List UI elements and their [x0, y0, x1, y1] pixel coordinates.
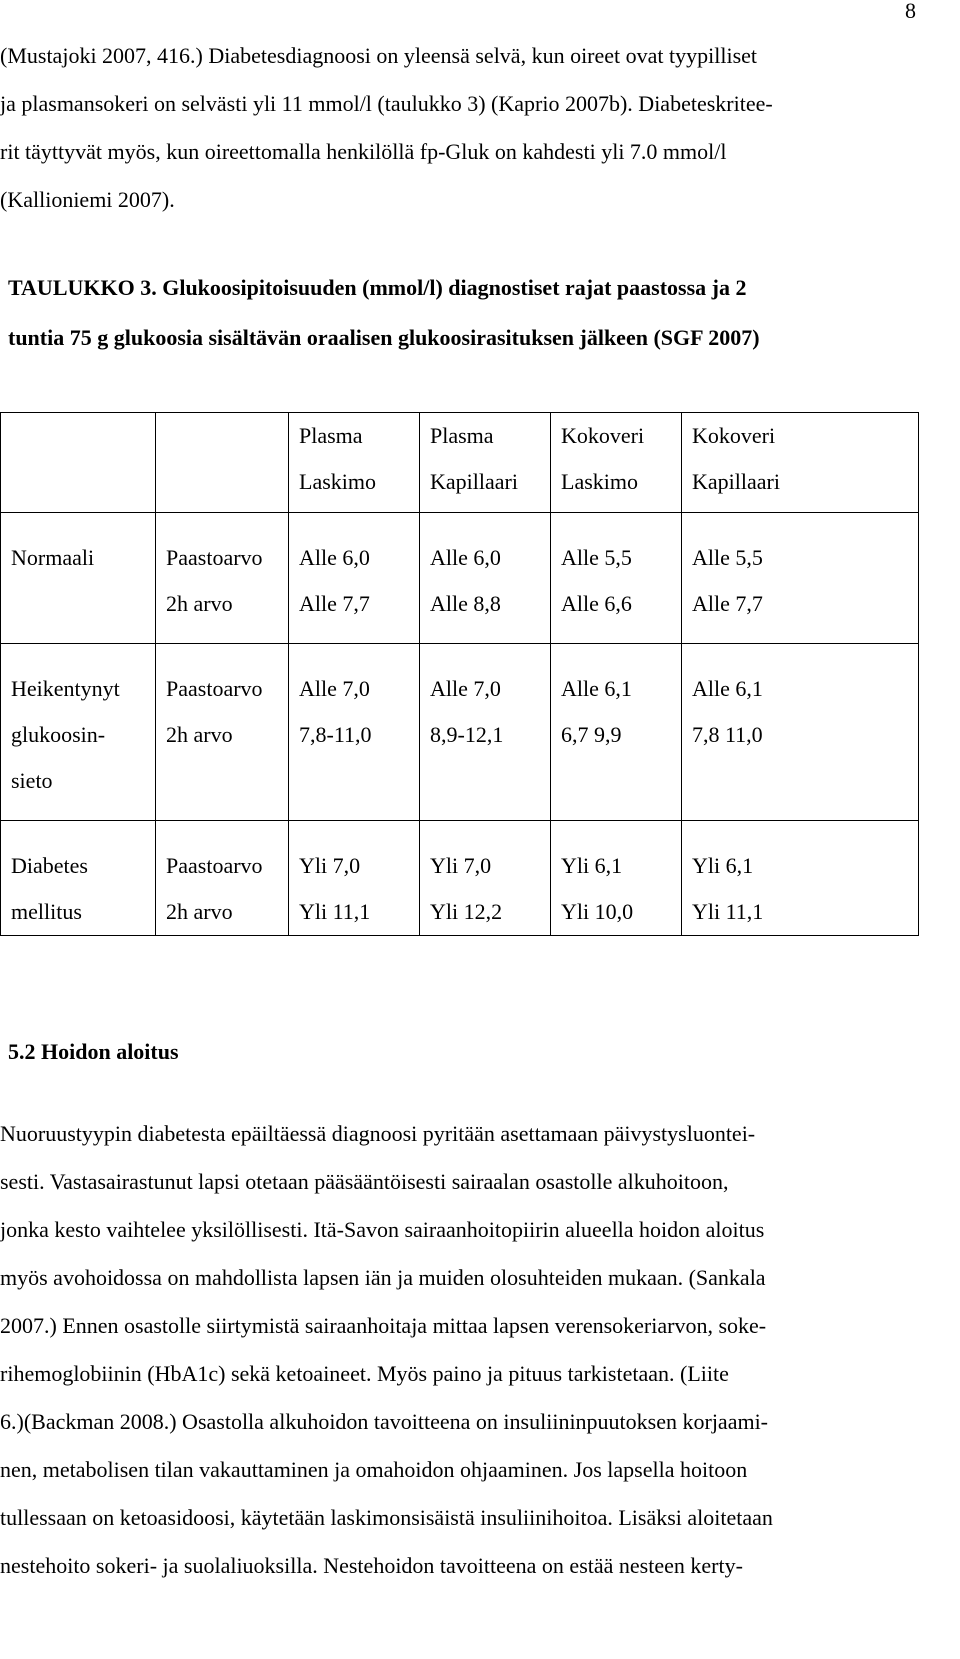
cell-text: 6,7 9,9 — [561, 722, 622, 747]
caption-line: TAULUKKO 3. Glukoosipitoisuuden (mmol/l) diagnostiset rajat paastossa ja 2 — [8, 275, 747, 300]
cell-text: Normaali — [11, 545, 95, 570]
table-caption — [8, 263, 958, 363]
table-cell — [289, 644, 420, 821]
table-cell — [1, 513, 156, 644]
table-cell — [420, 644, 551, 821]
table-cell — [420, 821, 551, 936]
cell-text: Kokoveri — [692, 423, 776, 448]
cell-text: mellitus — [11, 899, 82, 924]
cell-text: Alle 6,0 — [430, 545, 501, 570]
cell-text: glukoosin- — [11, 722, 106, 747]
text-line: tullessaan on ketoasidoosi, käytetään laskimonsisäistä insuliinihoitoa. Lisäksi aloitetaan — [0, 1505, 773, 1530]
cell-text: Yli 10,0 — [561, 899, 634, 924]
cell-text: Plasma — [299, 423, 363, 448]
glucose-limits-table — [0, 412, 919, 936]
cell-text: Alle 5,5 — [561, 545, 632, 570]
text-line: jonka kesto vaihtelee yksilöllisesti. Itä-Savon sairaanhoitopiirin alueella hoidon aloitus — [0, 1217, 765, 1242]
table-cell — [156, 821, 289, 936]
table-cell — [551, 513, 682, 644]
cell-text: Alle 6,1 — [692, 676, 763, 701]
cell-text: Kapillaari — [430, 469, 518, 494]
cell-text: 2h arvo — [166, 591, 233, 616]
text-line: myös avohoidossa on mahdollista lapsen iän ja muiden olosuhteiden mukaan. (Sankala — [0, 1265, 766, 1290]
cell-text: 7,8 11,0 — [692, 722, 763, 747]
cell-text: 8,9-12,1 — [430, 722, 504, 747]
text-line: nestehoito sokeri- ja suolaliuoksilla. Nestehoidon tavoitteena on estää nesteen kerty- — [0, 1553, 743, 1578]
cell-text: Kokoveri — [561, 423, 645, 448]
cell-text: Yli 7,0 — [299, 853, 361, 878]
table-row — [1, 821, 919, 936]
text-line: sesti. Vastasairastunut lapsi otetaan pääsääntöisesti sairaalan osastolle alkuhoitoon, — [0, 1169, 729, 1194]
table-cell — [551, 644, 682, 821]
table-cell — [551, 821, 682, 936]
cell-text: sieto — [11, 768, 53, 793]
cell-text: Alle 7,0 — [430, 676, 501, 701]
cell-text: 2h arvo — [166, 899, 233, 924]
page-number: 8 — [905, 0, 916, 23]
cell-text: Laskimo — [299, 469, 376, 494]
intro-paragraph — [0, 32, 955, 224]
cell-text: Kapillaari — [692, 469, 780, 494]
text-line: nen, metabolisen tilan vakauttaminen ja omahoidon ohjaaminen. Jos lapsella hoitoon — [0, 1457, 748, 1482]
table-cell — [289, 821, 420, 936]
cell-text: Paastoarvo — [166, 853, 263, 878]
table-cell — [551, 413, 682, 513]
caption-line: tuntia 75 g glukoosia sisältävän oraalisen glukoosirasituksen jälkeen (SGF 2007) — [8, 325, 760, 350]
table-cell — [1, 413, 156, 513]
table-cell — [682, 513, 919, 644]
cell-text: Diabetes — [11, 853, 88, 878]
cell-text: Alle 7,7 — [692, 591, 763, 616]
table-cell — [1, 644, 156, 821]
table-cell — [682, 644, 919, 821]
cell-text: Alle 8,8 — [430, 591, 501, 616]
cell-text — [166, 413, 288, 459]
text-line: 6.)(Backman 2008.) Osastolla alkuhoidon tavoitteena on insuliininpuutoksen korjaami- — [0, 1409, 769, 1434]
cell-text: Alle 6,6 — [561, 591, 632, 616]
text-line: rit täyttyvät myös, kun oireettomalla henkilöllä fp-Gluk on kahdesti yli 7.0 mmol/l — [0, 139, 727, 164]
cell-text — [11, 413, 155, 459]
cell-text: Yli 11,1 — [299, 899, 371, 924]
cell-text: Yli 12,2 — [430, 899, 503, 924]
table-header-row — [1, 413, 919, 513]
table-cell — [682, 821, 919, 936]
cell-text: Heikentynyt — [11, 676, 120, 701]
table-row — [1, 513, 919, 644]
table-cell — [156, 513, 289, 644]
cell-text — [166, 459, 288, 505]
table-cell — [289, 513, 420, 644]
cell-text: Yli 6,1 — [561, 853, 623, 878]
cell-text: Paastoarvo — [166, 676, 263, 701]
cell-text: Yli 6,1 — [692, 853, 754, 878]
cell-text: Alle 5,5 — [692, 545, 763, 570]
cell-text: Laskimo — [561, 469, 638, 494]
text-line: (Mustajoki 2007, 416.) Diabetesdiagnoosi on yleensä selvä, kun oireet ovat tyypilliset — [0, 43, 758, 68]
cell-text — [11, 459, 155, 505]
cell-text: Alle 7,0 — [299, 676, 370, 701]
table-row — [1, 644, 919, 821]
table-cell — [156, 413, 289, 513]
section-heading: 5.2 Hoidon aloitus — [8, 1039, 179, 1064]
table-cell — [682, 413, 919, 513]
cell-text: Yli 11,1 — [692, 899, 764, 924]
text-line: Nuoruustyypin diabetesta epäiltäessä diagnoosi pyritään asettamaan päivystysluontei- — [0, 1121, 756, 1146]
text-line: 2007.) Ennen osastolle siirtymistä sairaanhoitaja mittaa lapsen verensokeriarvon, soke- — [0, 1313, 767, 1338]
cell-text: Alle 7,7 — [299, 591, 370, 616]
text-line: ja plasmansokeri on selvästi yli 11 mmol/l (taulukko 3) (Kaprio 2007b). Diabeteskritee- — [0, 91, 773, 116]
cell-text: Plasma — [430, 423, 494, 448]
cell-text: Alle 6,1 — [561, 676, 632, 701]
table-cell — [289, 413, 420, 513]
cell-text: Alle 6,0 — [299, 545, 370, 570]
text-line: (Kallioniemi 2007). — [0, 187, 175, 212]
body-paragraph — [0, 1110, 955, 1590]
text-line: rihemoglobiinin (HbA1c) sekä ketoaineet. Myös paino ja pituus tarkistetaan. (Liite — [0, 1361, 729, 1386]
table-cell — [420, 413, 551, 513]
table-cell — [420, 513, 551, 644]
table-cell — [156, 644, 289, 821]
cell-text: 2h arvo — [166, 722, 233, 747]
cell-text: Yli 7,0 — [430, 853, 492, 878]
cell-text: 7,8-11,0 — [299, 722, 372, 747]
table-cell — [1, 821, 156, 936]
cell-text: Paastoarvo — [166, 545, 263, 570]
